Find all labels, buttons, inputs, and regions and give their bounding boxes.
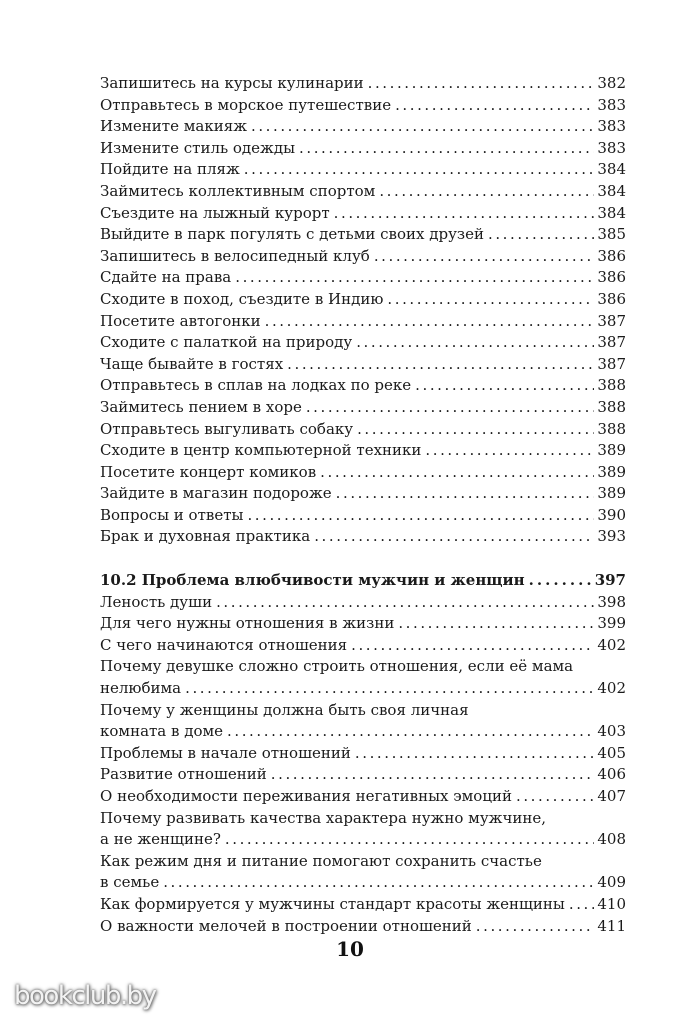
- toc-entry-title: Зайдите в магазин подороже: [100, 484, 332, 503]
- toc-entry-page: 403: [597, 722, 626, 741]
- toc-entry-title: С чего начинаются отношения: [100, 635, 348, 654]
- toc-entry: [100, 224, 626, 246]
- dot-leader: [244, 159, 595, 181]
- toc-entry-page: 393: [597, 527, 626, 546]
- toc-entry-page: 383: [597, 117, 626, 136]
- page-number: 10: [336, 937, 364, 961]
- toc-entry-page: 386: [597, 246, 626, 265]
- watermark-logo: bookclub.by: [14, 981, 156, 1011]
- toc-entry: [100, 635, 626, 657]
- toc-group-2: [100, 592, 626, 938]
- dot-leader: [185, 678, 594, 700]
- toc-entry: [100, 289, 626, 311]
- toc-entry-page: 387: [597, 333, 626, 352]
- toc-entry: [100, 894, 626, 916]
- toc-entry-title: Чаще бывайте в гостях: [100, 354, 284, 373]
- toc-entry: [100, 440, 626, 462]
- toc-entry-page: 405: [597, 743, 626, 762]
- toc-entry: [100, 203, 626, 225]
- toc-entry: [100, 397, 626, 419]
- toc-entry: [100, 505, 626, 527]
- dot-leader: [357, 419, 594, 441]
- dot-leader: [334, 203, 595, 225]
- toc-entry: [100, 872, 626, 894]
- toc-entry-title: Брак и духовная практика: [100, 527, 311, 546]
- toc-entry-title: Как формируется у мужчины стандарт красоты женщины: [100, 894, 565, 913]
- toc-entry-title: Отправьтесь выгуливать собаку: [100, 419, 354, 438]
- toc-entry: [100, 354, 626, 376]
- toc-entry-title: Отправьтесь в морское путешествие: [100, 95, 392, 114]
- dot-leader: [387, 289, 594, 311]
- toc-entry-page: 398: [597, 592, 626, 611]
- toc-entry-first-line: Как режим дня и питание помогают сохранить счастье: [100, 851, 542, 870]
- dot-leader: [395, 95, 594, 117]
- toc-entry-page: 402: [597, 635, 626, 654]
- toc-entry-page: 388: [597, 397, 626, 416]
- toc-entry: [100, 462, 626, 484]
- dot-leader: [356, 332, 594, 354]
- dot-leader: [216, 592, 594, 614]
- toc-entry: [100, 73, 626, 95]
- dot-leader: [368, 73, 595, 95]
- toc-section-title: 10.2 Проблема влюбчивости мужчин и женщин: [100, 571, 525, 590]
- dot-leader: [306, 397, 595, 419]
- toc-entry-title: Сходите с палаткой на природу: [100, 333, 353, 352]
- dot-leader: [355, 743, 594, 765]
- dot-leader: [488, 224, 594, 246]
- toc-entry: [100, 786, 626, 808]
- toc-entry-title: в семье: [100, 873, 160, 892]
- dot-leader: [299, 138, 594, 160]
- dot-leader: [314, 526, 594, 548]
- toc-entry-page: 406: [597, 765, 626, 784]
- dot-leader: [271, 764, 595, 786]
- toc-entry: [100, 181, 626, 203]
- toc-entry-title: комната в доме: [100, 722, 224, 741]
- toc-entry-title: Леность души: [100, 592, 213, 611]
- toc-entry-page: 384: [597, 160, 626, 179]
- toc-entry-title: Запишитесь на курсы кулинарии: [100, 74, 364, 92]
- toc-entry-title: Отправьтесь в сплав на лодках по реке: [100, 376, 412, 395]
- dot-leader: [251, 116, 594, 138]
- toc-entry: [100, 916, 626, 938]
- table-of-contents: [100, 73, 626, 937]
- dot-leader: [529, 570, 592, 592]
- toc-entry-title: Сходите в центр компьютерной техники: [100, 441, 422, 460]
- toc-entry-title: Посетите автогонки: [100, 311, 261, 330]
- toc-entry: [100, 375, 626, 397]
- toc-entry-page: 409: [597, 873, 626, 892]
- toc-entry: [100, 159, 626, 181]
- toc-entry-page: 388: [597, 419, 626, 438]
- toc-entry-page: 384: [597, 181, 626, 200]
- toc-entry: [100, 526, 626, 548]
- dot-leader: [374, 246, 595, 268]
- toc-entry-title: О важности мелочей в построении отношений: [100, 916, 472, 935]
- toc-entry: [100, 116, 626, 138]
- dot-leader: [265, 311, 595, 333]
- toc-entry-title: Сходите в поход, съездите в Индию: [100, 289, 384, 308]
- toc-entry: [100, 246, 626, 268]
- toc-entry: [100, 138, 626, 160]
- toc-entry-page: 408: [597, 830, 626, 849]
- toc-entry-page: 399: [597, 614, 626, 633]
- toc-entry-page: 388: [597, 376, 626, 395]
- dot-leader: [336, 483, 595, 505]
- toc-entry-title: а не женщине?: [100, 830, 221, 849]
- toc-entry: [100, 613, 626, 635]
- toc-entry: [100, 267, 626, 289]
- toc-entry-title: Измените макияж: [100, 117, 247, 136]
- dot-leader: [476, 916, 595, 938]
- toc-entry-page: 390: [597, 505, 626, 524]
- toc-entry-page: 411: [597, 916, 626, 935]
- toc-entry-page: 387: [597, 311, 626, 330]
- toc-entry-title: О необходимости переживания негативных эмоций: [100, 787, 512, 805]
- toc-entry-page: 402: [597, 679, 626, 698]
- toc-section-page: 397: [594, 571, 626, 590]
- toc-entry-title: Выйдите в парк погулять с детьми своих друзей: [100, 225, 484, 244]
- dot-leader: [415, 375, 594, 397]
- dot-leader: [227, 721, 594, 743]
- toc-entry: [100, 419, 626, 441]
- dot-leader: [320, 462, 594, 484]
- dot-leader: [516, 786, 594, 808]
- toc-entry-page: 389: [597, 462, 626, 481]
- toc-entry: [100, 311, 626, 333]
- dot-leader: [351, 635, 594, 657]
- dot-leader: [425, 440, 594, 462]
- toc-entry-page: 382: [597, 74, 626, 92]
- toc-entry-first-line: Почему развивать качества характера нужно мужчине,: [100, 808, 547, 827]
- toc-entry-title: Для чего нужны отношения в жизни: [100, 614, 395, 633]
- toc-entry-page: 389: [597, 484, 626, 503]
- section-gap: [100, 548, 626, 570]
- toc-entry-first-line: Почему у женщины должна быть своя личная: [100, 700, 469, 719]
- toc-entry: [100, 483, 626, 505]
- dot-leader: [235, 267, 594, 289]
- dot-leader: [163, 872, 594, 894]
- toc-section-heading: [100, 570, 626, 592]
- toc-entry: [100, 743, 626, 765]
- toc-entry-page: 383: [597, 95, 626, 114]
- toc-entry: [100, 332, 626, 354]
- toc-entry: [100, 829, 626, 851]
- toc-entry-page: 386: [597, 289, 626, 308]
- dot-leader: [247, 505, 594, 527]
- toc-entry: [100, 592, 626, 614]
- dot-leader: [398, 613, 594, 635]
- toc-entry-first-line: Почему девушке сложно строить отношения, если её мама: [100, 657, 574, 676]
- toc-entry-page: 389: [597, 441, 626, 460]
- toc-entry-page: 387: [597, 354, 626, 373]
- toc-entry-title: Запишитесь в велосипедный клуб: [100, 246, 370, 265]
- toc-entry-title: Проблемы в начале отношений: [100, 743, 351, 762]
- toc-entry-title: Съездите на лыжный курорт: [100, 203, 330, 222]
- dot-leader: [225, 829, 594, 851]
- toc-entry-title: Сдайте на права: [100, 268, 232, 287]
- toc-entry: [100, 764, 626, 786]
- toc-entry-title: Займитесь коллективным спортом: [100, 181, 376, 200]
- dot-leader: [379, 181, 594, 203]
- toc-entry-page: 383: [597, 138, 626, 157]
- toc-group-1: [100, 73, 626, 548]
- toc-entry-page: 384: [597, 203, 626, 222]
- toc-entry: [100, 678, 626, 700]
- toc-entry-page: 410: [597, 894, 626, 913]
- toc-entry-title: Измените стиль одежды: [100, 138, 296, 157]
- toc-entry: [100, 95, 626, 117]
- toc-entry-title: Развитие отношений: [100, 765, 267, 784]
- toc-entry-page: 386: [597, 268, 626, 287]
- toc-entry-page: 407: [597, 787, 626, 805]
- toc-entry-title: Вопросы и ответы: [100, 505, 244, 524]
- dot-leader: [569, 894, 594, 916]
- toc-entry: [100, 721, 626, 743]
- toc-entry-title: нелюбима: [100, 679, 182, 698]
- dot-leader: [287, 354, 594, 376]
- toc-entry-title: Посетите концерт комиков: [100, 462, 317, 481]
- toc-entry-title: Пойдите на пляж: [100, 160, 240, 179]
- toc-entry-page: 385: [597, 225, 626, 244]
- toc-entry-title: Займитесь пением в хоре: [100, 397, 302, 416]
